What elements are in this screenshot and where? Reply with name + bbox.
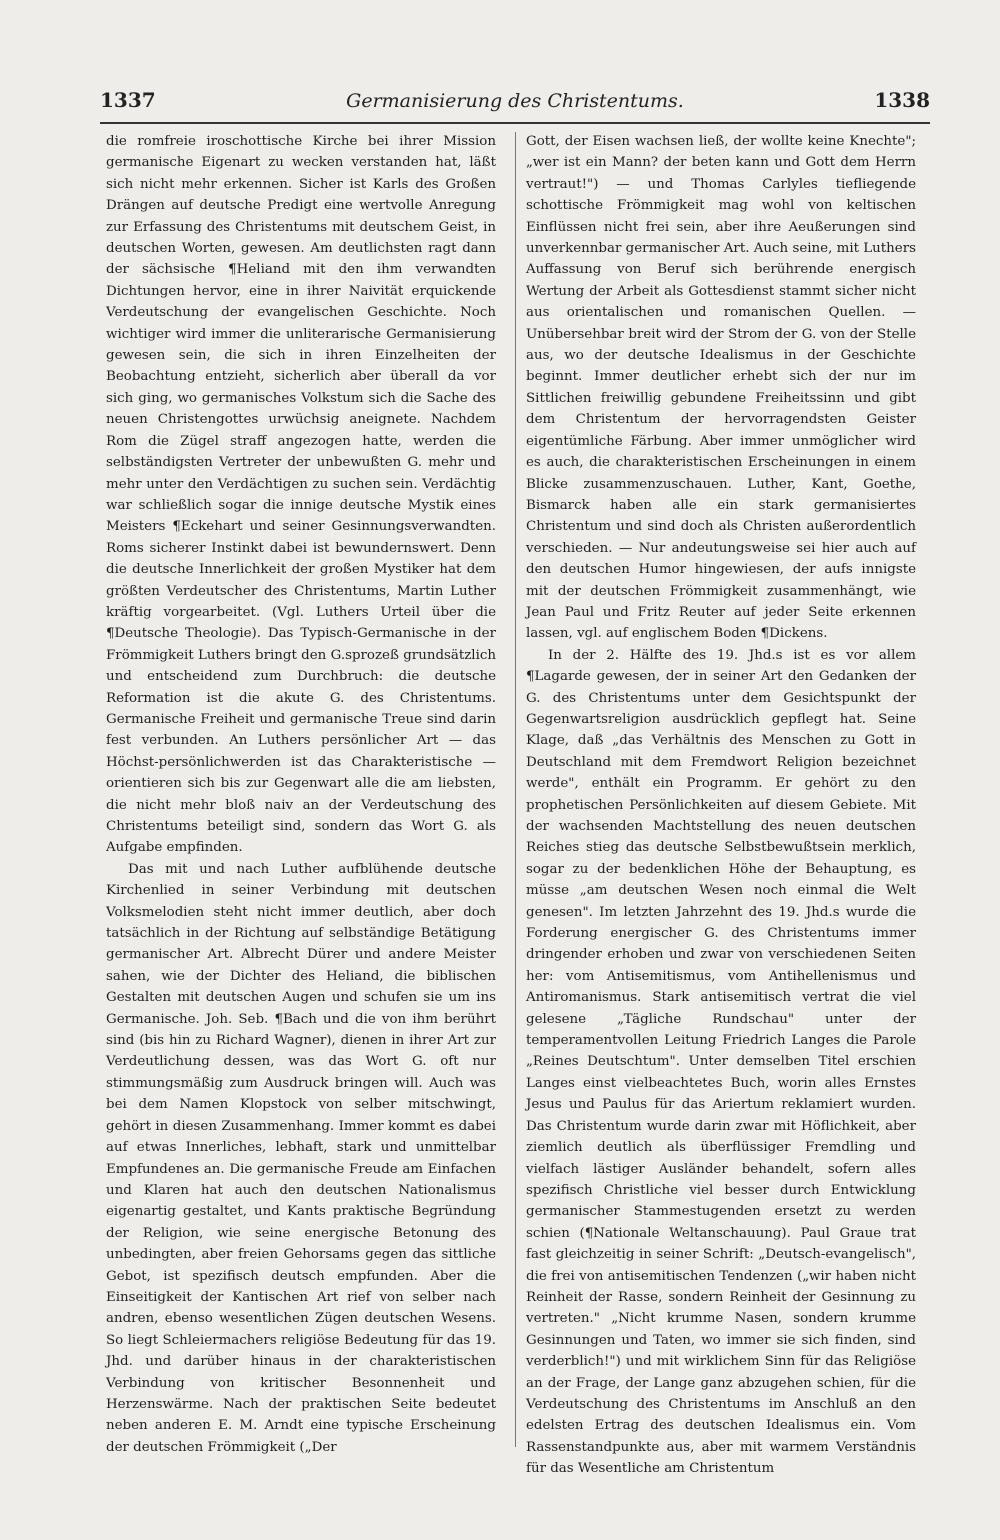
right-paragraph-2: In der 2. Hälfte des 19. Jhd.s ist es vor allem ¶Lagarde gewesen, der in seiner Art den Gedanken der G. des Christentums unter dem Gesichtspunkt der Gegenwartsreligion ausdrücklich gepflegt hat. Seine Klage, daß „das Verhältnis des Menschen zu Gott in Deutschland mit dem Fremdwort Religion bezeichnet werde", enthält ein Programm. Er gehört zu den prophetischen Persönlichkeiten auf diesem Gebiete. Mit der wachsenden Machtstellung des neuen deutschen Reiches stieg das deutsche Selbstbewußtsein merklich, sogar zu der bedenklichen Höhe der Behauptung, es müsse „am deutschen Wesen noch einmal die Welt genesen". Im letzten Jahrzehnt des 19. Jhd.s wurde die Forderung energischer G. des Christentums immer dringender erhoben und zwar von verschiedenen Seiten her: vom Antisemitismus, vom Antihellenismus und Antiromanismus. Stark antisemitisch vertrat die viel gelesene „Tägliche Rundschau" unter der temperamentvollen Leitung Friedrich Langes die Parole „Reines Deutschtum". Unter demselben Titel erschien Langes einst vielbeachtetes Buch, worin alles Ernstes Jesus und Paulus für das Ariertum reklamiert wurden. Das Christentum wurde darin zwar mit Höflichkeit, aber ziemlich deutlich als überflüssiger Fremdling und vielfach lästiger Ausländer behandelt, sofern alles spezifisch Christliche viel besser durch Entwicklung germanischer Stammestugenden ersetzt zu werden schien (¶Nationale Weltanschauung). Paul Graue trat fast gleichzeitig in seiner Schrift: „Deutsch-evangelisch", die frei von antisemitischen Tendenzen („wir haben nicht Reinheit der Rasse, sondern Reinheit der Gesinnung zu vertreten." „Nicht krumme Nasen, sondern krumme Gesinnungen und Taten, wo immer sie sich finden, sind verderblich!") und mit wirklichem Sinn für das Religiöse an der Frage, der Lange ganz abzugehen schien, für die Verdeutschung des Christentums im Anschluß an den edelsten Ertrag des deutschen Idealismus ein. Vom Rassenstandpunkte aus, aber mit warmem Verständnis für das Wesentliche am Christentum xyxy=(526,647,916,1477)
page-number-left: 1337 xyxy=(100,88,156,112)
left-column xyxy=(106,131,496,1461)
header-rule xyxy=(100,122,930,124)
left-paragraph-2: Das mit und nach Luther aufblühende deutsche Kirchenlied in seiner Verbindung mit deutschen Volksmelodien steht nicht immer deutlich, aber doch tatsächlich in der Richtung auf selbständige Betätigung germanischer Art. Albrecht Dürer und andere Meister sahen, wie der Dichter des Heliand, die biblischen Gestalten mit deutschen Augen und schufen sie um ins Germanische. Joh. Seb. ¶Bach und die von ihm berührt sind (bis hin zu Richard Wagner), dienen in ihrer Art zur Verdeutlichung dessen, was das Wort G. oft nur stimmungsmäßig zum Ausdruck bringen will. Auch was bei dem Namen Klopstock von selber mitschwingt, gehört in diesen Zusammenhang. Immer kommt es dabei auf etwas Innerliches, lebhaft, stark und unmittelbar Empfundenes an. Die germanische Freude am Einfachen und Klaren hat auch den deutschen Nationalismus eigenartig gestaltet, und Kants praktische Begründung der Religion, wie seine energische Betonung des unbedingten, aber freien Gehorsams gegen das sittliche Gebot, ist spezifisch deutsch empfunden. Aber die Einseitigkeit der Kantischen Art rief von selber nach andren, ebenso wesentlichen Zügen deutschen Wesens. So liegt Schleiermachers religiöse Bedeutung für das 19. Jhd. und darüber hinaus in der charakteristischen Verbindung von kritischer Besonnenheit und Herzenswärme. Nach der praktischen Seite bedeutet neben anderen E. M. Arndt eine typische Erscheinung der deutschen Frömmigkeit („Der xyxy=(106,861,496,1455)
right-column xyxy=(526,131,916,1477)
right-paragraph-1: Gott, der Eisen wachsen ließ, der wollte keine Knechte"; „wer ist ein Mann? der beten kann und Gott dem Herrn vertraut!") — und Thomas Carlyles tiefliegende schottische Frömmigkeit mag wohl von keltischen Einflüssen nicht frei sein, aber ihre Aeußerungen sind unverkennbar germanischer Art. Auch seine, mit Luthers Auffassung von Beruf sich berührende energisch Wertung der Arbeit als Gottesdienst stammt sicher nicht aus orientalischen und romanischen Quellen. — Unübersehbar breit wird der Strom der G. von der Stelle aus, wo der deutsche Idealismus in der Geschichte beginnt. Immer deutlicher erhebt sich der nur im Sittlichen freiwillig gebundene Freiheitssinn und gibt dem Christentum der hervorragendsten Geister eigentümliche Färbung. Aber immer unmöglicher wird es auch, die charakteristischen Erscheinungen in einem Blicke zusammenzuschauen. Luther, Kant, Goethe, Bismarck haben alle ein stark germanisiertes Christentum und sind doch als Christen außerordentlich verschieden. — Nur andeutungsweise sei hier auch auf den deutschen Humor hingewiesen, der aufs innigste mit der deutschen Frömmigkeit zusammenhängt, wie Jean Paul und Fritz Reuter auf jeder Seite erkennen lassen, vgl. auf englischem Boden ¶Dickens. xyxy=(526,134,916,642)
running-header xyxy=(100,86,930,122)
page-number-right: 1338 xyxy=(874,88,930,112)
column-divider xyxy=(515,132,516,1447)
running-title: Germanisierung des Christentums. xyxy=(346,90,684,112)
left-paragraph-1: die romfreie iroschottische Kirche bei ihrer Mission germanische Eigenart zu wecken verstanden hat, läßt sich nicht mehr erkennen. Sicher ist Karls des Großen Drängen auf deutsche Predigt eine wertvolle Anregung zur Erfassung des Christentums mit deutschem Geist, in deutschen Worten, gewesen. Am deutlichsten ragt dann der sächsische ¶Heliand mit den ihm verwandten Dichtungen hervor, eine in ihrer Naivität erquickende Verdeutschung der evangelischen Geschichte. Noch wichtiger wird immer die unliterarische Germanisierung gewesen sein, die sich in ihren Einzelheiten der Beobachtung entzieht, sicherlich aber überall da vor sich ging, wo germanisches Volkstum sich die Sache des neuen Christengottes urwüchsig aneignete. Nachdem Rom die Zügel straff angezogen hatte, werden die selbständigsten Vertreter der unbewußten G. mehr und mehr unter den Verdächtigen zu suchen sein. Verdächtig war schließlich sogar die innige deutsche Mystik eines Meisters ¶Eckehart und seiner Gesinnungsverwandten. Roms sicherer Instinkt dabei ist bewundernswert. Denn die deutsche Innerlichkeit der großen Mystiker hat dem größten Verdeutscher des Christentums, Martin Luther kräftig vorgearbeitet. (Vgl. Luthers Urteil über die ¶Deutsche Theologie). Das Typisch-Germanische in der Frömmigkeit Luthers bringt den G.sprozeß grundsätzlich und entscheidend zum Durchbruch: die deutsche Reformation ist die akute G. des Christentums. Germanische Freiheit und germanische Treue sind darin fest verbunden. An Luthers persönlicher Art — das Höchst-persönlichwerden ist das Charakteristische — orientieren sich bis zur Gegenwart alle die am liebsten, die nicht mehr bloß naiv an der Verdeutschung des Christentums beteiligt sind, sondern das Wort G. als Aufgabe empfinden. xyxy=(106,134,496,856)
